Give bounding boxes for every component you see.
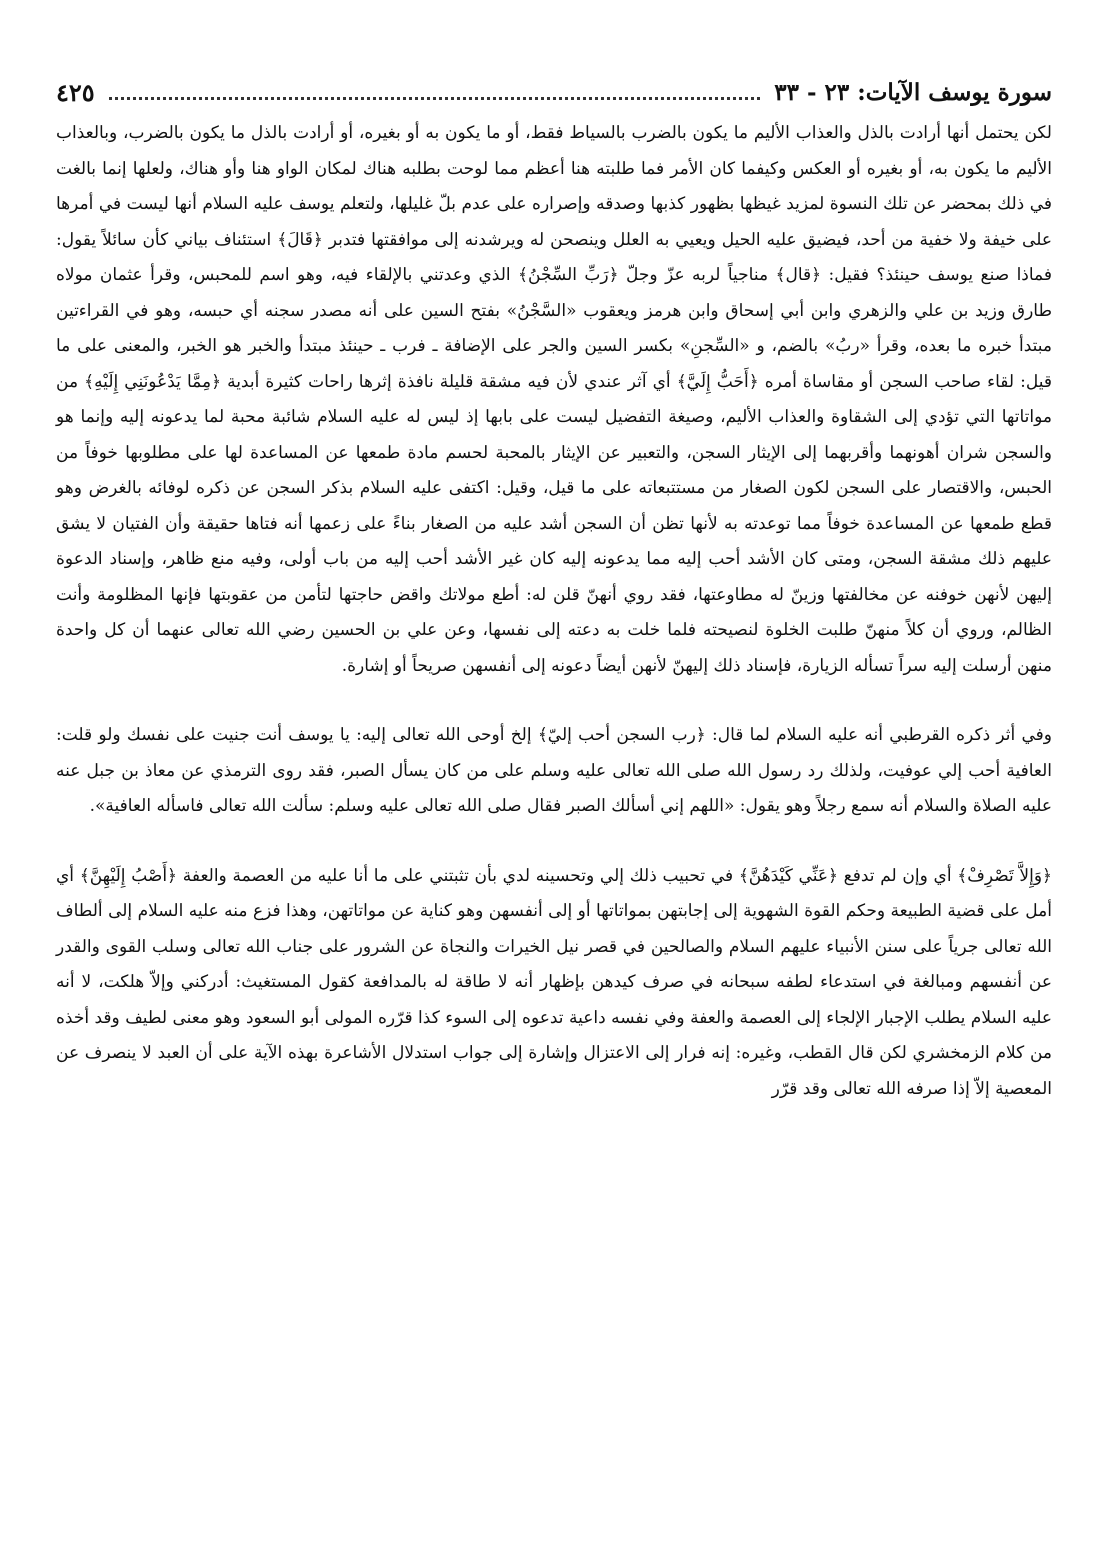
page-body	[56, 116, 1052, 1107]
paragraph-2: وفي أثر ذكره القرطبي أنه عليه السلام لما قال: ﴿رب السجن أحب إليّ﴾ إلخ أوحى الله تعالى إليه: يا يوسف أنت جنيت على نفسك ولو قلت: العافية أحب إلي عوفيت، ولذلك رد رسول الله صلى الله تعالى عليه وسلم على من كان يسأل الصبر، فقد روى الترمذي عن معاذ بن جبل عنه عليه الصلاة والسلام أنه سمع رجلاً وهو يقول: «اللهم إني أسألك الصبر فقال صلى الله تعالى عليه وسلم: سألت الله تعالى فاسأله العافية».	[56, 725, 1052, 816]
paragraph-1: لكن يحتمل أنها أرادت بالذل والعذاب الأليم ما يكون بالضرب بالسياط فقط، أو ما يكون به أو بغيره، أو أرادت بالذل ما يكون بالضرب، وبالعذاب الأليم ما يكون به، أو بغيره أو العكس وكيفما كان الأمر فما طلبته هنا أعظم مما لوحت بطلبه هناك لمكان الواو هنا وأو هناك، ولعلها إنما بالغت في ذلك بمحضر عن تلك النسوة لمزيد غيظها بظهور كذبها وصدقه وإصراره على عدم بلّ غليلها، ولتعلم يوسف عليه السلام أنها ليست في أمرها على خيفة ولا خفية من أحد، فيضيق عليه الحيل ويعيي به العلل وينصحن له ويرشدنه إلى موافقتها فتدبر ﴿قَالَ﴾ استئناف بياني كأن سائلاً يقول: فماذا صنع يوسف حينئذ؟ فقيل: ﴿قال﴾ مناجياً لربه عزّ وجلّ ﴿رَبِّ السِّجْنُ﴾ الذي وعدتني بالإلقاء فيه، وهو اسم للمحبس، وقرأ عثمان مولاه طارق وزيد بن علي والزهري وابن أبي إسحاق وابن هرمز ويعقوب «السَّجْنُ» بفتح السين على أنه مصدر سجنه أي حبسه، وهو في القراءتين مبتدأ خبره ما بعده، وقرأ «ربُ» بالضم، و «السِّجنِ» بكسر السين والجر على الإضافة ـ فرب ـ حينئذ مبتدأ والخبر هو الخبر، والمعنى على ما قيل: لقاء صاحب السجن أو مقاساة أمره ﴿أَحَبُّ إِلَيَّ﴾ أي آثر عندي لأن فيه مشقة قليلة نافذة إثرها راحات كثيرة أبدية ﴿مِمَّا يَدْعُونَنِي إِلَيْهِ﴾ من مواتاتها التي تؤدي إلى الشقاوة والعذاب الأليم، وصيغة التفضيل ليست على بابها إذ ليس له عليه السلام شائبة محبة لما يدعونه إليه وإنما هو والسجن شران أهونهما وأقربهما إلى الإيثار السجن، والتعبير عن الإيثار بالمحبة لحسم مادة طمعها عن المساعدة لها على مطلوبها خوفاً من الحبس، والاقتصار على السجن لكون الصغار من مستتبعاته على ما قيل، وقيل: اكتفى عليه السلام بذكر السجن عن ذكره لوفائه بالغرض وهو قطع طمعها عن المساعدة خوفاً مما توعدته به لأنها تظن أن السجن أشد عليه من الصغار بناءً على زعمها أنه فتاها حقيقة وأن الفتيان لا يشق عليهم ذلك مشقة السجن، ومتى كان الأشد أحب إليه مما يدعونه إليه كان غير الأشد أحب إليه من باب أولى، وفيه منع ظاهر، وإسناد الدعوة إليهن لأنهن خوفنه عن مخالفتها وزينّ له مطاوعتها، فقد روي أنهنّ قلن له: أطع مولاتك واقض حاجتها لتأمن من عقوبتها فإنها المظلومة وأنت الظالم، وروي أن كلاً منهنّ طلبت الخلوة لنصيحته فلما خلت به دعته إلى نفسها، وعن علي بن الحسين رضي الله تعالى عنهما أن كل واحدة منهن أرسلت إليه سراً تسأله الزيارة، فإسناد ذلك إليهنّ لأنهن أيضاً دعونه إلى أنفسهن صريحاً أو إشارة.	[56, 123, 1052, 676]
running-header	[56, 70, 1052, 114]
page-number: ٤٢٥	[56, 77, 95, 107]
chapter-title: سورة يوسف الآيات: ٢٣ - ٣٣	[774, 78, 1052, 106]
paragraph-3: ﴿وَإِلاَّ تَصْرِفْ﴾ أي وإن لم تدفع ﴿عَنِّي كَيْدَهُنَّ﴾ في تحبيب ذلك إلي وتحسينه لدي بأن تثبتني على ما أنا عليه من العصمة والعفة ﴿أَصْبُ إِلَيْهِنَّ﴾ أي أمل على قضية الطبيعة وحكم القوة الشهوية إلى إجابتهن بمواتاتها أو إلى أنفسهن وهو كناية عن مواتاتهن، وهذا فزع منه عليه السلام إلى ألطاف الله تعالى جرياً على سنن الأنبياء عليهم السلام والصالحين في قصر نيل الخيرات والنجاة عن الشرور على جناب الله تعالى وسلب القوى والقدر عن أنفسهم ومبالغة في استدعاء لطفه سبحانه في صرف كيدهن بإظهار أنه لا طاقة له بالمدافعة كقول المستغيث: أدركني وإلاّ هلكت، لا أنه عليه السلام يطلب الإجبار الإلجاء إلى العصمة والعفة وفي نفسه داعية تدعوه إلى السوء كذا قرّره المولى أبو السعود وهو معنى لطيف وقد أخذه من كلام الزمخشري لكن قال القطب، وغيره: إنه فرار إلى الاعتزال وإشارة إلى جواب استدلال الأشاعرة بهذه الآية على أن العبد لا ينصرف عن المعصية إلاّ إذا صرفه الله تعالى وقد قرّر	[56, 865, 1053, 1099]
header-dotted-leader	[109, 97, 761, 100]
